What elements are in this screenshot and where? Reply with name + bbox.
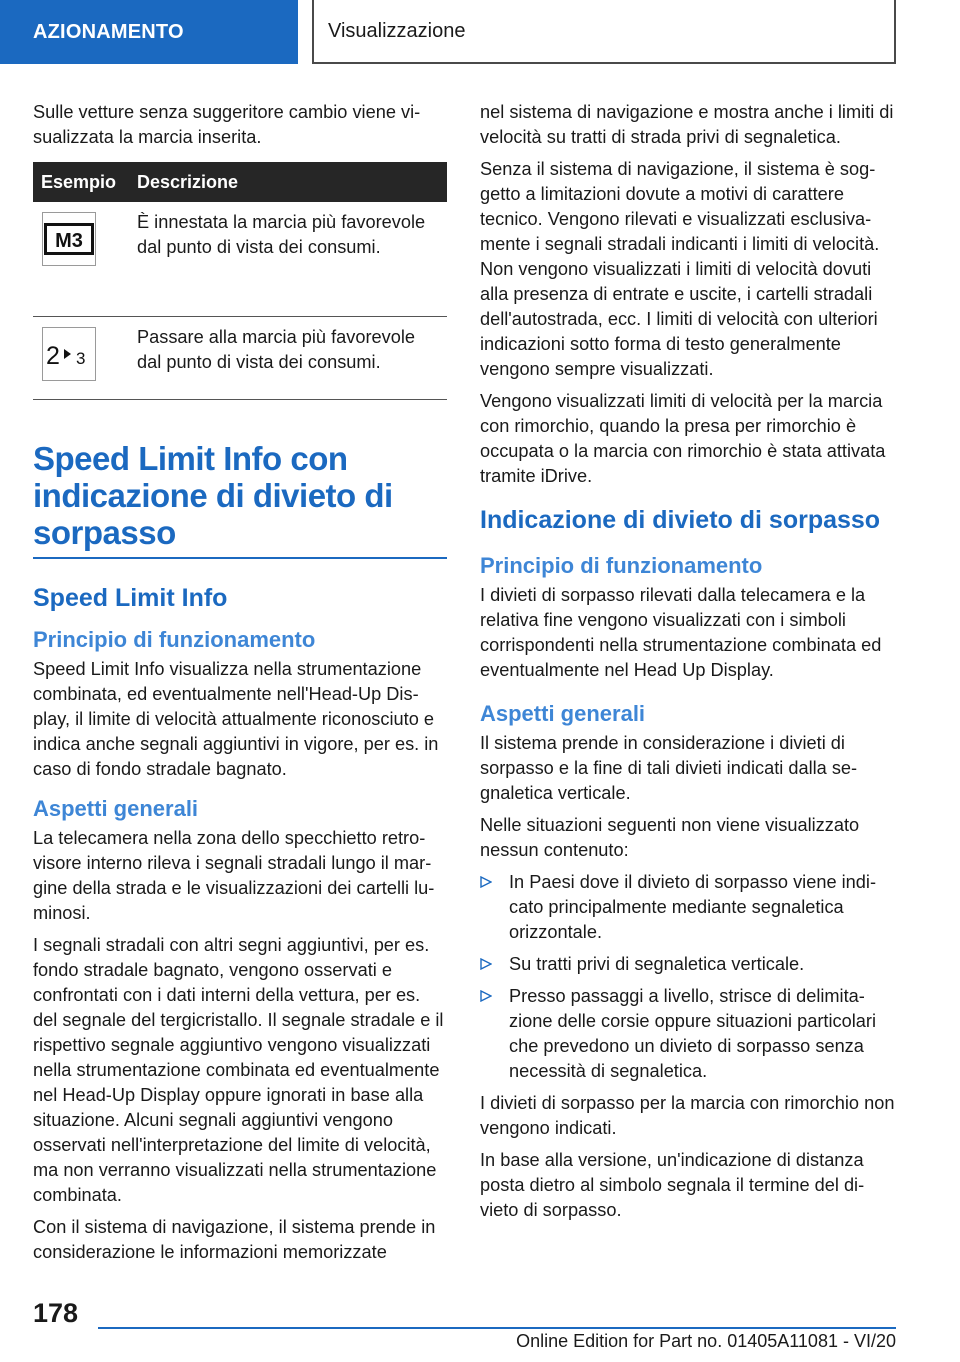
- paragraph: Nelle situazioni seguenti non viene visualizzato nessun contenuto:: [480, 815, 860, 860]
- paragraph: Vengono visualizzati limiti di velocità per la marcia con rimorchio, quando la presa per rimorchio è occupata o la marcia con rimorchio è stata attivata tramite iDrive.: [480, 391, 886, 486]
- gear-m3-icon: [42, 212, 96, 266]
- left-column: [33, 100, 447, 1272]
- subsection-heading: Aspetti generali: [480, 701, 646, 726]
- footer-edition: Online Edition for Part no. 01405A11081 - VI/20: [516, 1331, 896, 1351]
- paragraph: In base alla versione, un'indicazione di distanza posta dietro al simbolo segnala il termine del divieto di sorpasso.: [480, 1150, 865, 1220]
- triangle-bullet-icon: [480, 958, 492, 970]
- triangle-bullet-icon: [480, 990, 492, 1002]
- list-item: Presso passaggi a livello, strisce di delimitazione delle corsie oppure situazioni particolari che prevedono un divieto di sorpasso senza necessità di segnaletica.: [480, 984, 896, 1084]
- table-row: [33, 202, 447, 316]
- main-heading: Speed Limit Info con indicazione di divieto di sorpasso: [33, 440, 447, 559]
- paragraph: I divieti di sorpasso rilevati dalla telecamera e la relativa fine vengono visualizzati con i simboli corrispondenti nella strumentazione combinata ed eventualmente nel Head Up Display.: [480, 585, 882, 680]
- subsection-heading: Principio di funzionamento: [33, 626, 316, 652]
- page-number: 178: [33, 1298, 79, 1328]
- right-column: [480, 100, 896, 1230]
- subsection-heading: Principio di funzionamento: [480, 553, 763, 578]
- paragraph: Il sistema prende in considerazione i divieti di sorpasso e la fine di tali divieti indicati dalla segnaletica verticale.: [480, 733, 858, 803]
- shift-recommendation-icon: [42, 327, 96, 381]
- list-item: Su tratti privi di segnaletica verticale.: [480, 952, 896, 977]
- paragraph: I segnali stradali con altri segni aggiuntivi, per es. fondo stradale bagnato, vengono osservati e confrontati con i dati interni della vettura, per es. del segnale del tergicristallo. Il segnale stradale e il rispettivo segnale aggiuntivo vengono visualizzati nella strumentazione combinata ed eventualmente nel Head-Up Display oppure ignorati in base alla situazione. Alcuni segnali aggiuntivi vengono osservati nell'interpretazione del limite di velocità, ma non verranno visualizzati nella strumentazione combinata.: [33, 934, 444, 1205]
- paragraph: Speed Limit Info visualizza nella strumentazione combinata, ed eventualmente nell'Head-Up Display, il limite di velocità attualmente riconosciuto e indica anche segnali aggiuntivi in vigore, per es. in caso di fondo stradale bagnato.: [33, 658, 439, 779]
- paragraph: La telecamera nella zona dello specchietto retrovisore interno rileva i segnali stradali lungo il margine della strada e le visualizzazioni dei cartelli luminosi.: [33, 827, 435, 923]
- paragraph: nel sistema di navigazione e mostra anche i limiti di velocità su tratti di strada privi di segnaletica.: [480, 102, 894, 147]
- svg-text:2: 2: [46, 341, 60, 369]
- header-title: Visualizzazione: [312, 0, 896, 64]
- table-header-description: Descrizione: [129, 162, 447, 202]
- section-heading: Indicazione di divieto di sorpasso: [480, 506, 881, 534]
- section-heading: Speed Limit Info: [33, 583, 228, 612]
- subsection-heading: Aspetti generali: [33, 795, 199, 821]
- paragraph: Con il sistema di navigazione, il sistema prende in considerazione le informazioni memorizzate: [33, 1216, 436, 1262]
- header-section: AZIONAMENTO: [0, 0, 298, 64]
- svg-text:M3: M3: [55, 230, 83, 252]
- table-cell-description: Passare alla marcia più favorevole dal punto di vista dei consumi.: [129, 316, 447, 399]
- intro-paragraph: Sulle vetture senza suggeritore cambio viene visualizzata la marcia inserita.: [33, 102, 421, 147]
- paragraph: Senza il sistema di navigazione, il sistema è soggetto a limitazioni dovute a motivi di carattere tecnico. Vengono rilevati e visualizzati esclusivamente i segnali stradali indicanti i limiti di velocità. Non vengono visualizzati i limiti di velocità dovuti alla presenza di entrate e uscite, i cartelli stradali dell'autostrada, ecc. I limiti di velocità con ulteriori indicazioni sotto forma di testo generalmente vengono sempre visualizzati.: [480, 159, 880, 379]
- bullet-list: [480, 870, 896, 1084]
- paragraph: I divieti di sorpasso per la marcia con rimorchio non vengono indicati.: [480, 1093, 895, 1138]
- table-header-example: Esempio: [33, 162, 129, 202]
- table-row: [33, 316, 447, 399]
- gear-example-table: [33, 162, 447, 400]
- table-cell-description: È innestata la marcia più favorevole dal punto di vista dei consumi.: [129, 202, 447, 316]
- list-item: In Paesi dove il divieto di sorpasso viene indicato principalmente mediante segnaletica orizzontale.: [480, 870, 896, 945]
- footer-divider: [98, 1327, 896, 1329]
- triangle-bullet-icon: [480, 876, 492, 888]
- svg-text:3: 3: [76, 348, 86, 368]
